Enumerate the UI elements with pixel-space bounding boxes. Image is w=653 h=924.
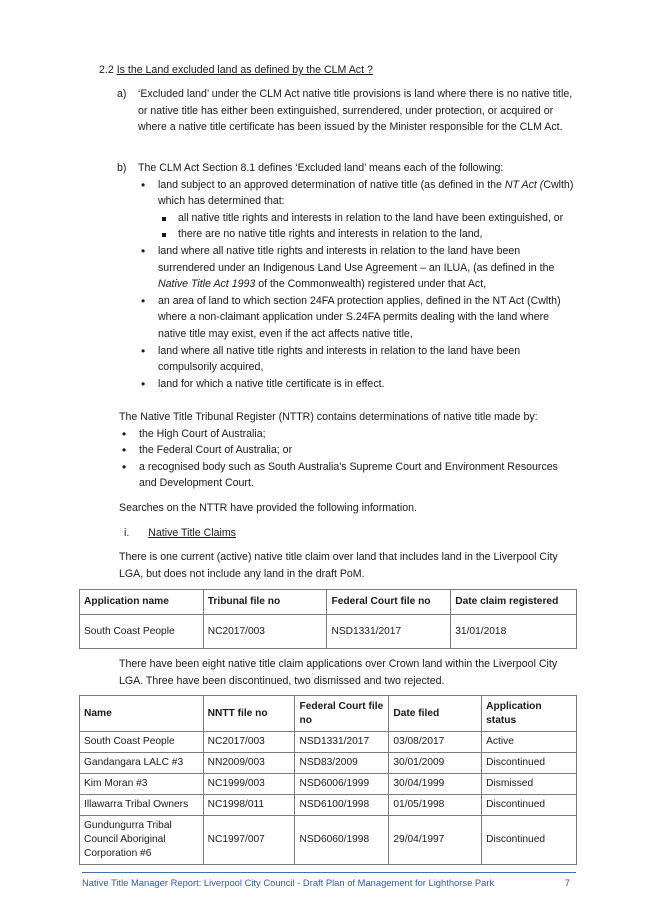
- table-header-row: [80, 590, 577, 615]
- table-cell: NC2017/003: [203, 732, 295, 753]
- table-cell: Active: [482, 732, 577, 753]
- table-cell: NC1999/003: [203, 774, 295, 795]
- nttr-item: • the Federal Court of Australia; or: [119, 442, 569, 459]
- table-cell: Discontinued: [482, 753, 577, 774]
- claims-subheading: [119, 525, 569, 542]
- applications-table: [79, 695, 577, 865]
- column-header: Application status: [482, 696, 577, 732]
- table-cell: 31/01/2018: [451, 615, 577, 649]
- footer-text: Native Title Manager Report: Liverpool City Council - Draft Plan of Management for Lighthorse Park: [82, 877, 495, 888]
- nttr-searches-text: Searches on the NTTR have provided the following information.: [119, 502, 417, 514]
- table-cell: Discontinued: [482, 795, 577, 816]
- table-cell: NSD83/2009: [295, 753, 389, 774]
- section-heading: [99, 62, 373, 79]
- table-row: [80, 795, 577, 816]
- column-header: Date filed: [389, 696, 482, 732]
- nttr-section: [119, 409, 569, 492]
- table-cell: 30/01/2009: [389, 753, 482, 774]
- excluded-land-bullet-2: • land where all native title rights and interests in relation to the land have been surrendered under an Indigenous Land Use Agreement – an ILUA, (as defined in the Native Title Act 1993 of the Commonwealth) registered under that Act,: [138, 243, 577, 293]
- table-cell: South Coast People: [80, 615, 204, 649]
- table-row: [80, 615, 577, 649]
- column-header: Application name: [80, 590, 204, 615]
- table-cell: Gundungurra Tribal Council Aboriginal Corporation #6: [80, 816, 204, 865]
- nttr-item: • a recognised body such as South Australia's Supreme Court and Environment Resources and Development Court.: [119, 459, 569, 492]
- table-cell: NN2009/003: [203, 753, 295, 774]
- excluded-land-bullet-5: • land for which a native title certificate is in effect.: [138, 376, 577, 393]
- excluded-land-subbullet-1: all native title rights and interests in relation to the land have been extinguished, or: [158, 210, 577, 227]
- table-cell: Dismissed: [482, 774, 577, 795]
- column-header: Name: [80, 696, 204, 732]
- table-cell: Illawarra Tribal Owners: [80, 795, 204, 816]
- paragraph-b-intro: The CLM Act Section 8.1 defines ‘Excluded land’ means each of the following:: [138, 162, 504, 174]
- applications-intro: There have been eight native title claim applications over Crown land within the Liverpool City LGA. Three have been discontinued, two dismissed and two rejected.: [119, 658, 558, 687]
- table-row: [80, 774, 577, 795]
- table-cell: 29/04/1997: [389, 816, 482, 865]
- excluded-land-bullet-4: • land where all native title rights and interests in relation to the land have been compulsorily acquired,: [138, 343, 577, 376]
- page-footer: [82, 872, 576, 892]
- table-cell: NSD6100/1998: [295, 795, 389, 816]
- table-cell: NC1998/011: [203, 795, 295, 816]
- table-cell: Gandangara LALC #3: [80, 753, 204, 774]
- excluded-land-bullet-3: • an area of land to which section 24FA protection applies, defined in the NT Act (Cwlth) where a non-claimant application under S.24FA permits dealing with the land where native title may exist, even if the act affects native title,: [138, 293, 577, 343]
- section-title: Is the Land excluded land as defined by the CLM Act ?: [116, 64, 373, 76]
- table-cell: Kim Moran #3: [80, 774, 204, 795]
- nttr-intro: The Native Title Tribunal Register (NTTR) contains determinations of native title made by:: [119, 411, 538, 423]
- column-header: Date claim registered: [451, 590, 577, 615]
- table-cell: 30/04/1999: [389, 774, 482, 795]
- excluded-land-subbullet-2: there are no native title rights and interests in relation to the land,: [158, 226, 577, 243]
- paragraph-a-text: ‘Excluded land’ under the CLM Act native title provisions is land where there is no native title, or native title has either been extinguished, surrendered, under protection, or acquired or where a native title certificate has been issued by the Minister responsible for the CLM Act.: [138, 88, 573, 134]
- table-cell: 03/08/2017: [389, 732, 482, 753]
- table-cell: 01/05/1998: [389, 795, 482, 816]
- table-header-row: [80, 696, 577, 732]
- page-number: 7: [564, 877, 570, 888]
- table-cell: NSD6006/1999: [295, 774, 389, 795]
- section-number: 2.2: [99, 64, 114, 76]
- table-row: [80, 753, 577, 774]
- table-row: [80, 732, 577, 753]
- claims-intro: There is one current (active) native title claim over land that includes land in the Liverpool City LGA, but does not include any land in the draft PoM.: [119, 551, 558, 580]
- excluded-land-bullet-1: • land subject to an approved determination of native title (as defined in the NT Act (Cwlth) which has determined that:: [138, 177, 577, 210]
- paragraph-b-label: b): [117, 162, 127, 174]
- table-cell: NSD1331/2017: [295, 732, 389, 753]
- nttr-item: • the High Court of Australia;: [119, 426, 569, 443]
- claims-heading: Native Title Claims: [148, 527, 236, 539]
- paragraph-b: [117, 160, 577, 392]
- table-row: [80, 816, 577, 865]
- claims-numeral: i.: [124, 527, 130, 539]
- table-cell: NC1997/007: [203, 816, 295, 865]
- column-header: Federal Court file no: [295, 696, 389, 732]
- paragraph-a-label: a): [117, 88, 127, 100]
- column-header: Tribunal file no: [203, 590, 327, 615]
- table-cell: NC2017/003: [203, 615, 327, 649]
- paragraph-a: [117, 86, 577, 136]
- table-cell: Discontinued: [482, 816, 577, 865]
- current-claim-table: [79, 589, 577, 649]
- table-cell: NSD6060/1998: [295, 816, 389, 865]
- column-header: NNTT file no: [203, 696, 295, 732]
- column-header: Federal Court file no: [327, 590, 451, 615]
- table-cell: South Coast People: [80, 732, 204, 753]
- table-cell: NSD1331/2017: [327, 615, 451, 649]
